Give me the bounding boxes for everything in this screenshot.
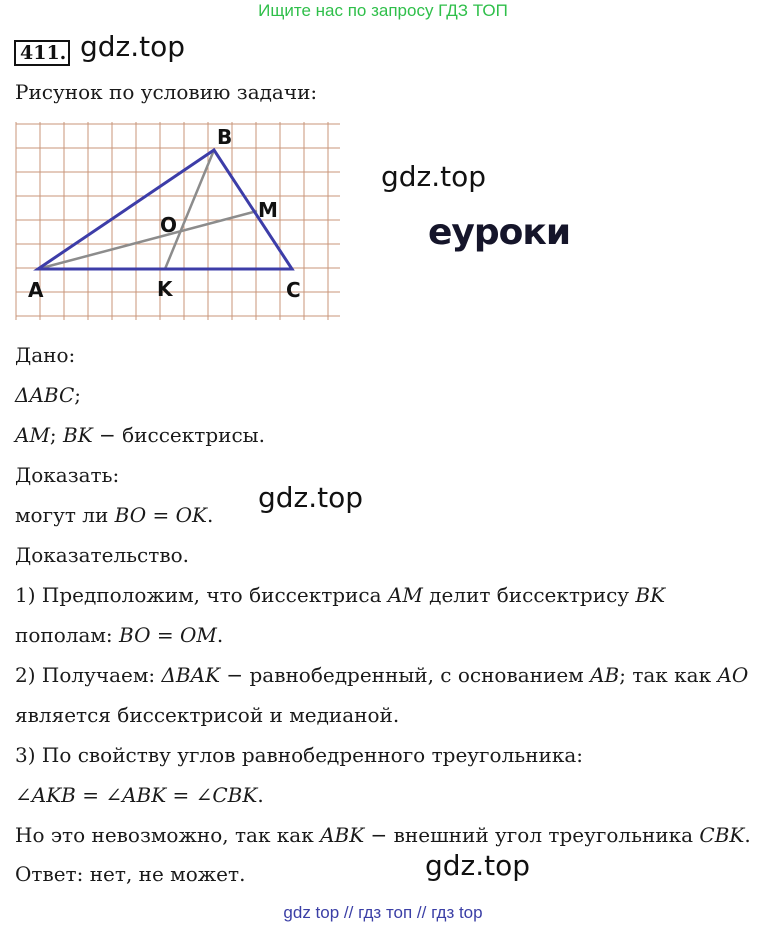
watermark-gdz-1: gdz.top [381, 160, 487, 193]
prove-title: Доказать: [15, 463, 120, 487]
proof-title: Доказательство. [15, 543, 189, 567]
given-triangle: ΔABC; [15, 383, 82, 407]
answer: Ответ: нет, не может. [15, 862, 246, 886]
label-a: A [28, 278, 44, 302]
watermark-gdz-2: gdz.top [258, 481, 364, 514]
figure-caption: Рисунок по условию задачи: [15, 80, 318, 104]
label-m: M [258, 198, 278, 222]
triangle-abc [38, 150, 292, 269]
site-title: gdz.top [80, 30, 186, 63]
given-bisectors: AM; BK − биссектрисы. [15, 423, 265, 447]
label-b: B [217, 125, 233, 149]
proof-step-4: Но это невозможно, так как ABK − внешний угол треугольника CBK. [15, 823, 751, 847]
proof-step-1: 1) Предположим, что биссектриса AM делит биссектрису BK [15, 583, 666, 607]
label-o: O [160, 213, 178, 237]
proof-step-3: 3) По свойству углов равнобедренного треугольника: [15, 743, 583, 767]
label-c: C [286, 278, 301, 302]
label-k: K [157, 277, 173, 301]
proof-step-1-cont: пополам: BO = OM. [15, 623, 224, 647]
given-title: Дано: [15, 343, 76, 367]
proof-step-3-angles: ∠AKB = ∠ABK = ∠CBK. [15, 783, 264, 807]
proof-step-2-cont: является биссектрисой и медианой. [15, 703, 400, 727]
footer-links: gdz top // гдз топ // гдз top [283, 903, 483, 922]
problem-number: 411. [14, 40, 70, 66]
prove-statement: могут ли BO = OK. [15, 503, 214, 527]
watermark-gdz-3: gdz.top [425, 849, 531, 882]
search-banner: Ищите нас по запросу ГДЗ ТОП [258, 1, 508, 20]
watermark-euroki: еуроки [428, 212, 571, 253]
proof-step-2: 2) Получаем: ΔBAK − равнобедренный, с основанием AB; так как AO [15, 663, 749, 687]
